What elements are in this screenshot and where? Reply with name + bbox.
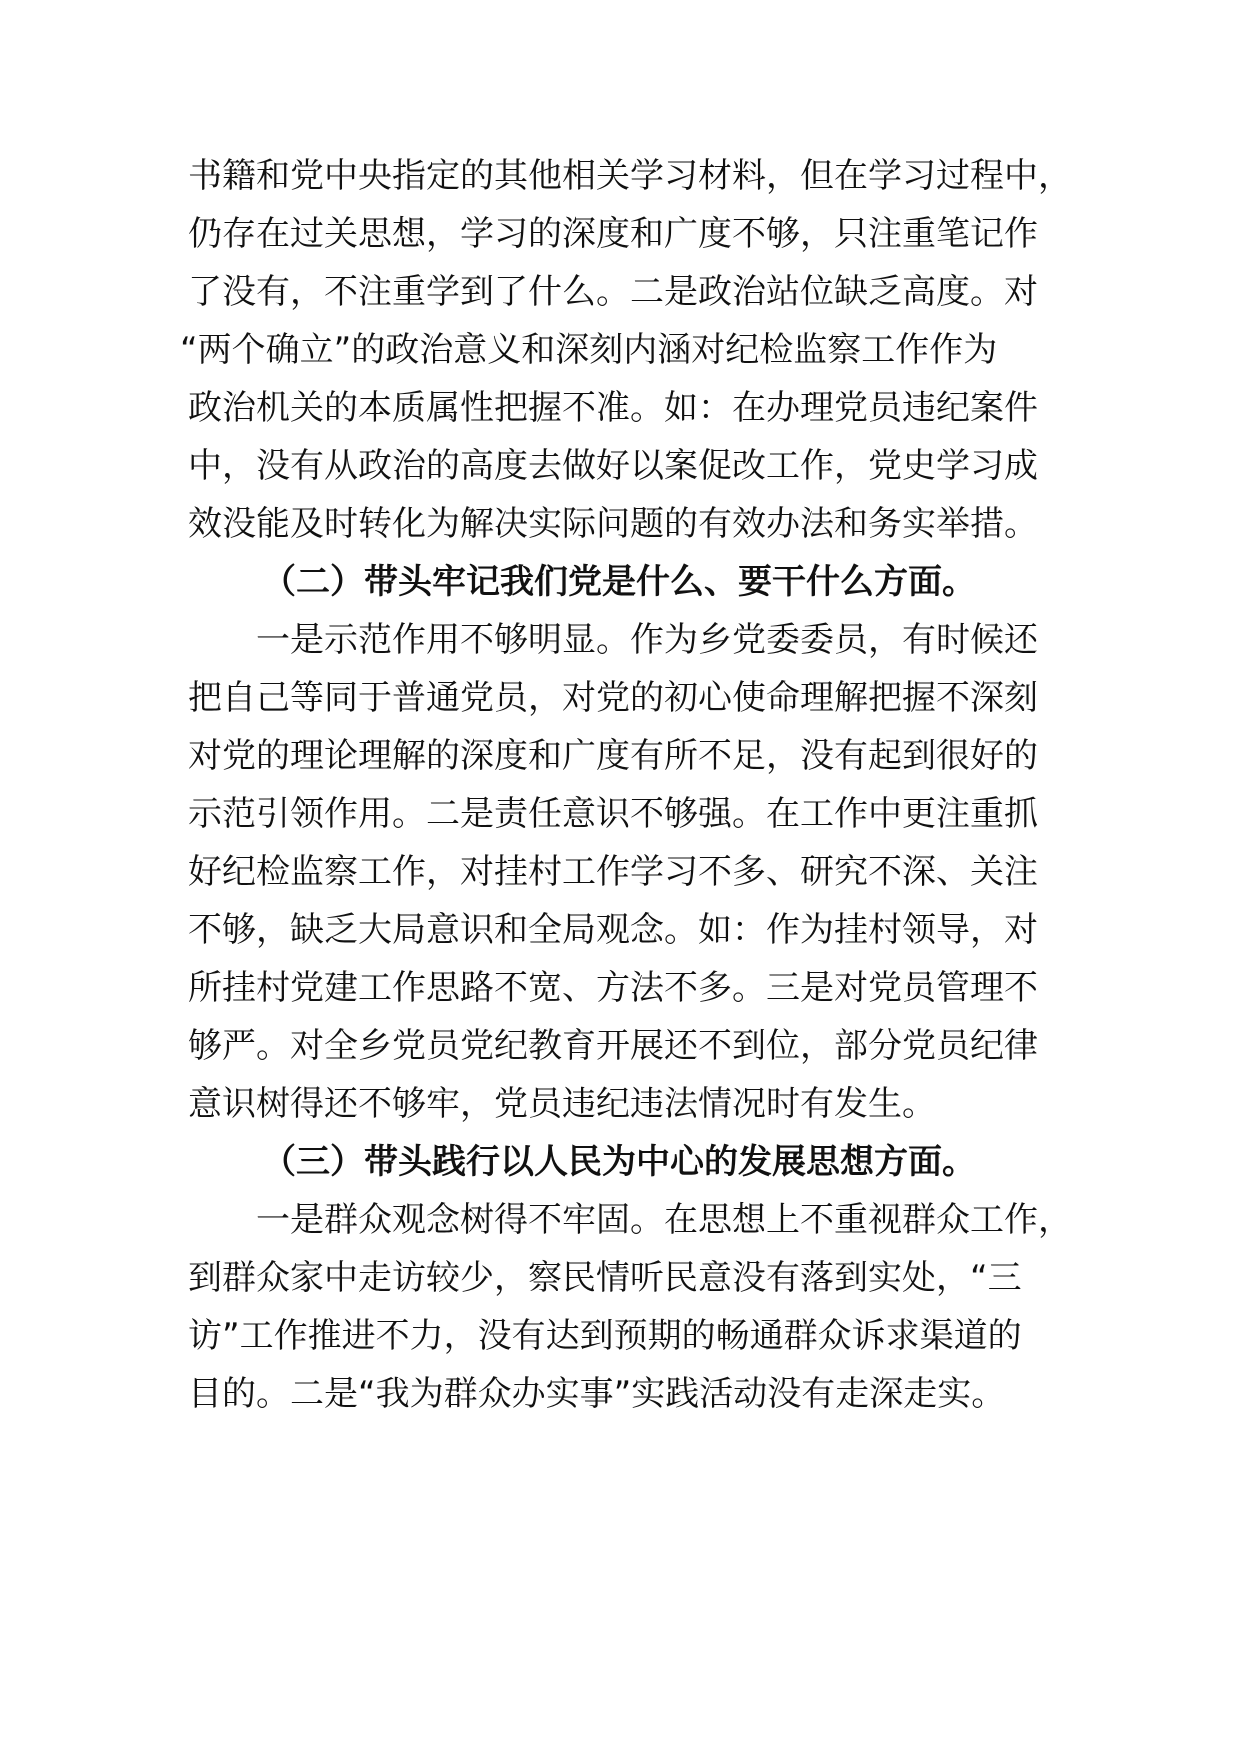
section-heading: （三）带头践行以人民为中心的发展思想方面。 [262, 1142, 976, 1182]
body-text-line: 了没有，不注重学到了什么。二是政治站位缺乏高度。对 [188, 272, 1038, 312]
body-text-line: 把自己等同于普通党员，对党的初心使命理解把握不深刻 [188, 678, 1038, 718]
body-text-line: 目的。二是“我为群众办实事”实践活动没有走深走实。 [188, 1374, 1006, 1414]
body-text-line: 示范引领作用。二是责任意识不够强。在工作中更注重抓 [188, 794, 1038, 834]
body-text-line: 够严。对全乡党员党纪教育开展还不到位，部分党员纪律 [188, 1026, 1038, 1066]
body-text-line: 一是群众观念树得不牢固。在思想上不重视群众工作， [256, 1200, 1072, 1240]
body-text-line: 访”工作推进不力，没有达到预期的畅通群众诉求渠道的 [188, 1316, 1022, 1356]
body-text-line: 所挂村党建工作思路不宽、方法不多。三是对党员管理不 [188, 968, 1038, 1008]
body-text-line: 不够，缺乏大局意识和全局观念。如：作为挂村领导，对 [188, 910, 1038, 950]
body-text-line: 意识树得还不够牢，党员违纪违法情况时有发生。 [188, 1084, 936, 1124]
section-heading: （二）带头牢记我们党是什么、要干什么方面。 [262, 562, 976, 602]
body-text-line: 中，没有从政治的高度去做好以案促改工作，党史学习成 [188, 446, 1038, 486]
body-text-line: 一是示范作用不够明显。作为乡党委委员，有时候还 [256, 620, 1038, 660]
body-text-line: 好纪检监察工作，对挂村工作学习不多、研究不深、关注 [188, 852, 1038, 892]
body-text-line: 政治机关的本质属性把握不准。如：在办理党员违纪案件 [188, 388, 1038, 428]
body-text-line: 效没能及时转化为解决实际问题的有效办法和务实举措。 [188, 504, 1038, 544]
body-text-line: 对党的理论理解的深度和广度有所不足，没有起到很好的 [188, 736, 1038, 776]
body-text-line: “两个确立”的政治意义和深刻内涵对纪检监察工作作为 [180, 330, 998, 370]
body-text-line: 到群众家中走访较少，察民情听民意没有落到实处，“三 [188, 1258, 1022, 1298]
body-text-line: 仍存在过关思想，学习的深度和广度不够，只注重笔记作 [188, 214, 1038, 254]
body-text-line: 书籍和党中央指定的其他相关学习材料，但在学习过程中， [188, 156, 1072, 196]
